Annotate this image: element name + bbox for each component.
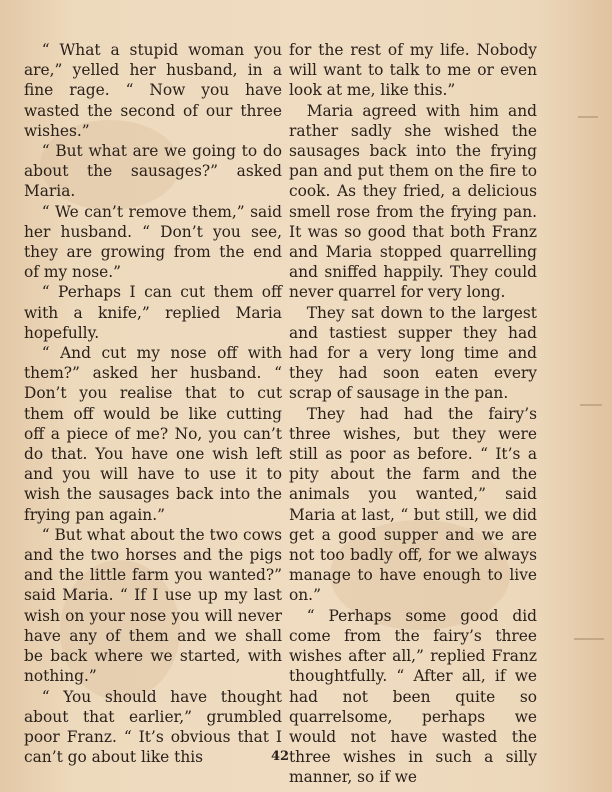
paragraph: “ Perhaps I can cut them off with a knife,” replied Maria hopefully. [24,283,282,342]
paragraph: “ What a stupid woman you are,” yelled her husband, in a fine rage. “ Now you have wasted the second of our three wishes.” [24,41,282,140]
paragraph: “ Perhaps some good did come from the fairy’s three wishes after all,” replied Franz thoughtfully. “ After all, if we had not been quite so quarrelsome, perhaps we would not have wasted the three wishes in such a silly manner, so if we [289,606,537,787]
paragraph: They sat down to the largest and tastiest supper they had had for a very long time and they had soon eaten every scrap of sausage in the pan. [289,303,537,403]
right-column [289,40,537,788]
paragraph: “ You should have thought about that earlier,” grumbled poor Franz. “ It’s obvious that I can’t go about like this [24,687,282,767]
page-number: 42 [270,749,290,764]
paragraph: “ We can’t remove them,” said her husband. “ Don’t you see, they are growing from the end of my nose.” [24,202,282,282]
paragraph-continuation: for the rest of my life. Nobody will want to talk to me or even look at me, like this.” [289,41,537,100]
paragraph: Maria agreed with him and rather sadly she wished the sausages back into the frying pan and put them on the fire to cook. As they fried, a delicious smell rose from the frying pan. It was so good that both Franz and Maria stopped quarrelling and sniffed happily. They could never quarrel for very long. [289,101,537,302]
paragraph: “ And cut my nose off with them?” asked her husband. “ Don’t you realise that to cut them off would be like cutting off a piece of me? No, you can’t do that. You have one wish left and you will have to use it to wish the sausages back into the frying pan again.” [24,344,282,524]
margin-mark [580,404,602,406]
paragraph: “ But what about the two cows and the two horses and the pigs and the little farm you wanted?” said Maria. “ If I use up my last wish on your nose you will never have any of them and we shall be back where we started, with nothing.” [24,525,282,686]
margin-mark [578,116,598,118]
margin-mark [574,638,604,640]
paragraph: They had had the fairy’s three wishes, but they were still as poor as before. “ It’s a pity about the farm and the animals you wanted,” said Maria at last, “ but still, we did get a good supper and we are not too badly off, for we always manage to have enough to live on.” [289,404,537,605]
left-column [24,40,282,767]
paragraph: “ But what are we going to do about the sausages?” asked Maria. [24,142,282,201]
